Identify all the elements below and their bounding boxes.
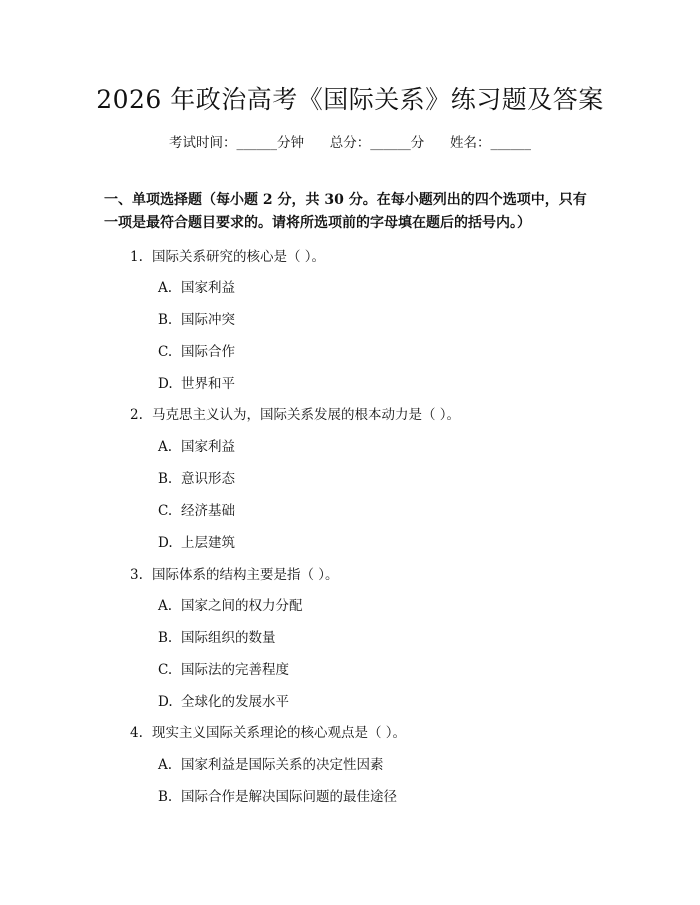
option-1a <box>158 276 235 296</box>
question-number: 3. <box>130 567 143 583</box>
option-3a <box>158 594 303 614</box>
option-text: 上层建筑 <box>181 535 235 551</box>
option-letter: A. <box>158 439 173 455</box>
option-text: 国际法的完善程度 <box>181 662 289 678</box>
question-number: 2. <box>130 407 143 423</box>
option-1d <box>158 372 235 392</box>
option-letter: A. <box>158 757 173 773</box>
question-4 <box>130 721 406 741</box>
question-3 <box>130 563 339 583</box>
option-text: 国际组织的数量 <box>181 630 276 646</box>
option-letter: C. <box>158 662 173 678</box>
option-text: 国家之间的权力分配 <box>181 598 303 614</box>
question-1 <box>130 245 325 265</box>
option-text: 国际合作 <box>181 344 235 360</box>
question-number: 1. <box>130 249 143 265</box>
time-blank: ______ <box>236 135 277 151</box>
option-3d <box>158 690 289 710</box>
option-3b <box>158 626 276 646</box>
option-letter: C. <box>158 503 173 519</box>
option-2d <box>158 531 235 551</box>
option-text: 国家利益 <box>181 280 235 296</box>
option-letter: B. <box>158 471 173 487</box>
option-letter: C. <box>158 344 173 360</box>
name-blank: ______ <box>490 135 531 151</box>
option-text: 国家利益 <box>181 439 235 455</box>
option-4b <box>158 785 397 805</box>
question-2 <box>130 403 460 423</box>
score-blank: ______ <box>370 135 411 151</box>
option-2b <box>158 467 235 487</box>
option-1c <box>158 340 235 360</box>
exam-info-line <box>0 131 700 151</box>
question-number: 4. <box>130 725 143 741</box>
option-4a <box>158 753 384 773</box>
option-letter: A. <box>158 598 173 614</box>
option-letter: D. <box>158 376 173 392</box>
option-3c <box>158 658 289 678</box>
option-letter: D. <box>158 535 173 551</box>
option-text: 国际冲突 <box>181 312 235 328</box>
question-text: 现实主义国际关系理论的核心观点是（ ）。 <box>152 725 407 741</box>
time-label: 考试时间： <box>169 135 237 151</box>
option-text: 经济基础 <box>181 503 235 519</box>
option-letter: B. <box>158 630 173 646</box>
option-text: 国际合作是解决国际问题的最佳途径 <box>181 789 397 805</box>
option-letter: A. <box>158 280 173 296</box>
time-unit: 分钟 <box>277 135 304 151</box>
option-letter: D. <box>158 694 173 710</box>
option-2c <box>158 499 235 519</box>
document-title: 2026 年政治高考《国际关系》练习题及答案 <box>96 85 604 114</box>
option-1b <box>158 308 235 328</box>
name-label: 姓名： <box>450 135 491 151</box>
option-letter: B. <box>158 312 173 328</box>
option-text: 意识形态 <box>181 471 235 487</box>
option-text: 全球化的发展水平 <box>181 694 289 710</box>
question-text: 马克思主义认为，国际关系发展的根本动力是（ ）。 <box>152 407 461 423</box>
question-text: 国际体系的结构主要是指（ ）。 <box>152 567 339 583</box>
score-unit: 分 <box>410 135 425 151</box>
section-heading: 一、单项选择题（每小题 2 分，共 30 分。在每小题列出的四个选项中，只有一项是最符合题目要求的。请将所选项前的字母填在题后的括号内。） <box>104 192 587 231</box>
option-2a <box>158 435 235 455</box>
score-label: 总分： <box>329 135 371 151</box>
question-text: 国际关系研究的核心是（ ）。 <box>152 249 326 265</box>
option-text: 世界和平 <box>181 376 235 392</box>
option-letter: B. <box>158 789 173 805</box>
option-text: 国家利益是国际关系的决定性因素 <box>181 757 384 773</box>
